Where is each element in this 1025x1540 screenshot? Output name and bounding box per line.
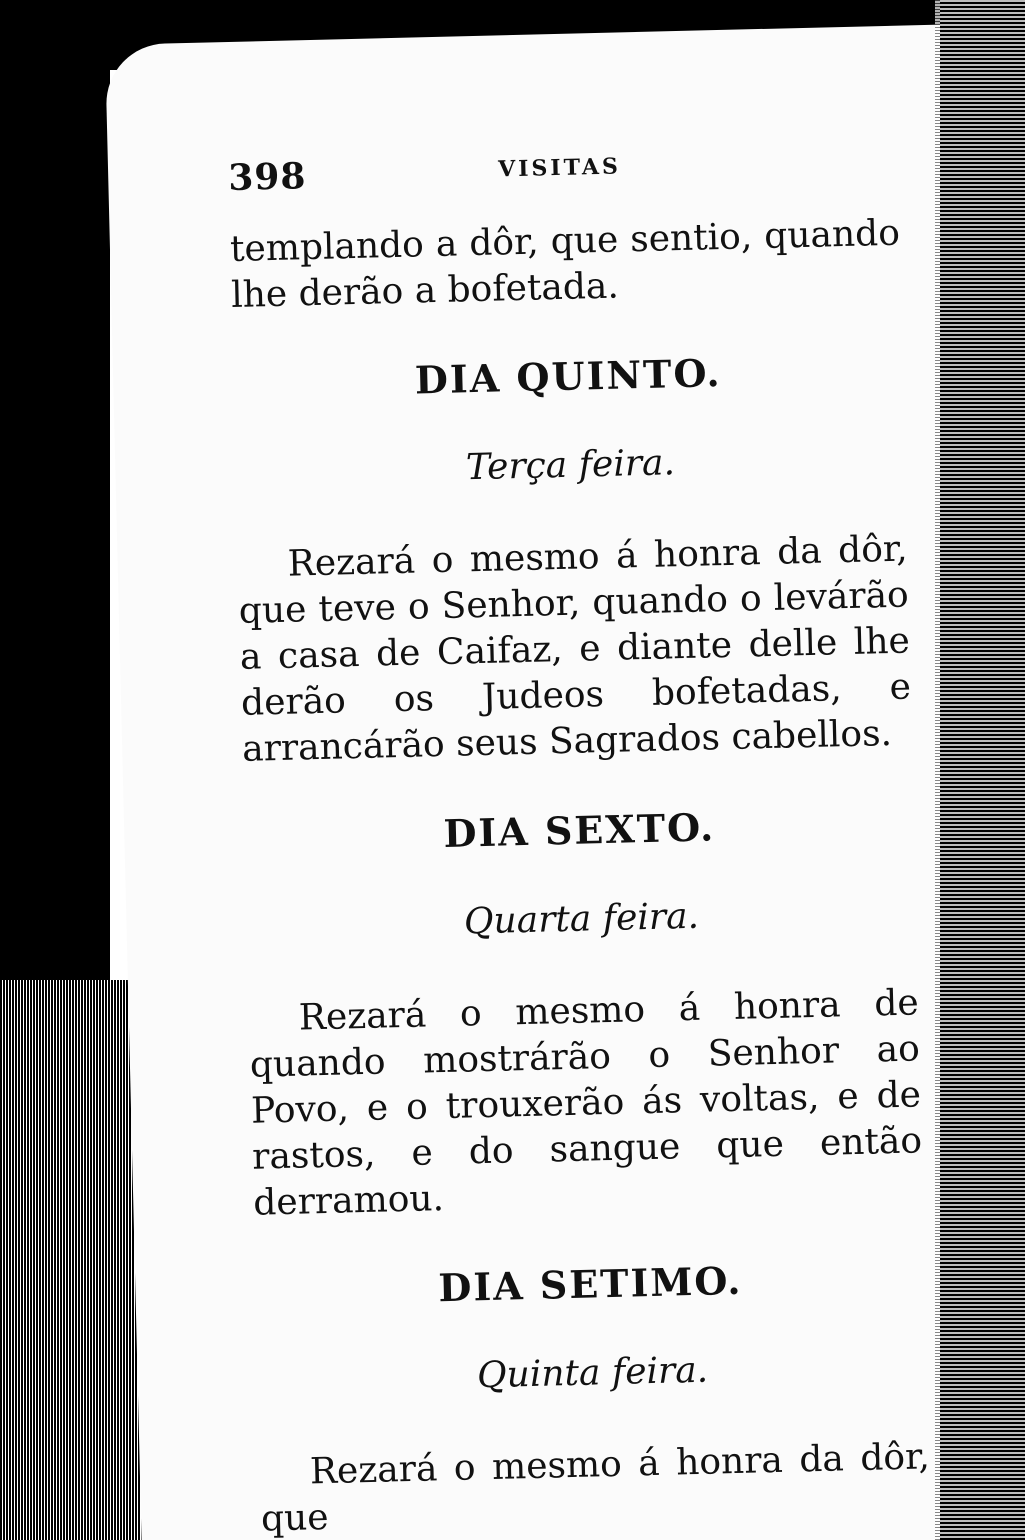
scan-right-edge [940,0,1025,1540]
section-day-6 [244,798,924,1226]
section-paragraph: Rezará o mesmo á honra da dôr, que teve o Senhor, quando o levárão a casa de Caifaz, e diante delle lhe derão os Judeos bofetadas, e arrancárão seus Sagrados cabellos. [238,528,912,770]
running-head: VISITAS [497,153,622,183]
weekday-subheading: Quarta feira. [463,895,700,943]
day-heading: DIA QUINTO. [414,350,723,403]
day-heading: DIA SETIMO. [437,1257,743,1311]
weekday-subheading: Terça feira. [465,442,676,489]
weekday-subheading: Quinta feira. [476,1349,709,1397]
page-header [227,144,749,200]
section-day-7 [255,1252,931,1540]
page-number: 398 [227,155,307,200]
opening-paragraph: templando a dôr, que sentio, quando lhe derão a bofetada. [229,212,901,316]
book-page [105,24,1002,1540]
day-heading: DIA SEXTO. [442,804,716,856]
section-paragraph: Rezará o mesmo á honra de quando mostrárão o Senhor ao Povo, e o trouxerão ás voltas, e de rastos, e do sangue que então derramou. [249,982,923,1224]
section-paragraph: Rezará o mesmo á honra da dôr, que [260,1436,931,1540]
section-day-5 [233,345,913,773]
page-body [229,211,931,1540]
